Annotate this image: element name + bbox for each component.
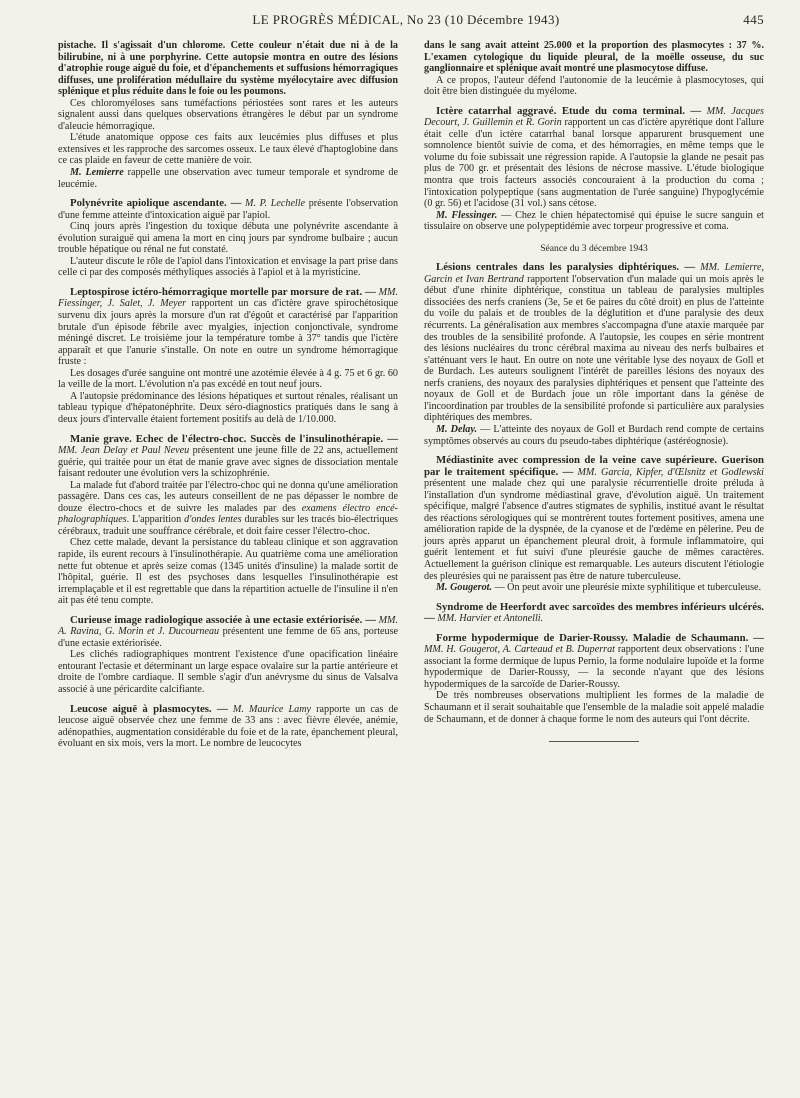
article-title: Forme hypodermique de Darier-Roussy. Maladie de Schaumann. —: [436, 631, 764, 644]
article-title: Ictère catarrhal aggravé. Etude du coma terminal. —: [436, 104, 702, 117]
journal-title: LE PROGRÈS MÉDICAL, No 23 (10 Décembre 1943): [252, 12, 560, 27]
article-title: Manie grave. Echec de l'électro-choc. Succès de l'insulinothérapie. —: [70, 432, 398, 445]
article-title: Syndrome de Heerfordt avec sarcoïdes des membres inférieurs ulcérés. —: [424, 600, 764, 625]
paragraph-text: — Chez le chien hépatectomisé qui épuise le sucre sanguin et tissulaire on observe une polypeptidémie avec torpeur progressive et coma.: [424, 209, 764, 233]
article-heading: [424, 106, 764, 210]
article-authors: M. Maurice Lamy: [227, 703, 312, 715]
paragraph: De très nombreuses observations multiplient les formes de la maladie de Schaumann et il serait souhaitable que l'ensemble de la maladie soit appelé maladie de Schaumann, et de donner à chaque forme le nom des auteurs qui l'ont décrite.: [424, 690, 764, 725]
paragraph-text: . L'apparition: [126, 514, 185, 526]
article: [424, 602, 764, 625]
article-text: rapportent deux observations : l'une associant la forme dermique de lupus Pernio, la forme nodulaire lupoïde et la forme hypodermique de Darier-Roussy, — la seconde n'ayant que des lésions hypodermiques de la sarcoïde de Darier-Roussy.: [424, 644, 765, 690]
article: [58, 287, 398, 426]
article-text: rapportent un cas d'ictère apyrétique dont l'allure était celle d'un ictère catarrhal banal lorsque apparurent brusquement une somnolence bientôt suivie de coma, et des hémorragies, en même temps que le volume du foie subissait une régression rapide. A l'autopsie la glande ne pesait pas plus de 700 gr. et présentait des lésions de nécrose massive. L'étude biologique montra que trois facteurs associés concouraient à la production du coma ; l'intoxication polypeptique (sans augmentation de l'urée sanguine) l'hypoglycémie (0 gr. 56) et l'acidose (31 vol.) sans cétose.: [424, 117, 764, 210]
article-heading: [58, 434, 398, 480]
paragraph: Cinq jours après l'ingestion du toxique débuta une polynévrite ascendante à évolution suraiguë qui amena la mort en cinq jours par syndrome bulbaire ; aucun trouble hépatique ou rénal ne fut constaté.: [58, 221, 398, 256]
article-authors: MM. A. Ravina, G. Morin et J. Ducourneau: [58, 614, 398, 638]
article-authors: MM. Jacques Decourt, J. Guillemin et R. Gorin: [424, 105, 764, 129]
paragraph-text: rappelle une observation avec tumeur temporale et syndrome de leucémie.: [58, 167, 398, 190]
author-name: M. Delay.: [436, 423, 478, 435]
article-authors: M. P. Lechelle: [241, 198, 306, 210]
page-number: 445: [743, 12, 764, 27]
text-columns: [58, 40, 764, 750]
article: [58, 198, 398, 279]
article-heading: [424, 633, 764, 691]
article-heading: [424, 455, 764, 582]
italic-term: examens électro encé-phalographiques: [58, 502, 398, 526]
article: [424, 455, 764, 594]
article-text: rapportent l'observation d'un malade qui un mois après le début d'une rhinite diphtérique, constitua un tableau de paralysies multiples dissociées des nerfs craniens (3e, 5e et 6e paires du côté droit) en plus de l'atteinte du voile du palais et de troubles de la déglutition et d'une paralysie des deux récurrents. La généralisation aux membres s'accompagna d'une ataxie marquée par des troubles de la sensibilité profonde. A l'autopsie, les coupes en série montrent des lésions nucléaires du tronc cérébral maxima au niveau des nerfs bulbaires et s'atténuant vers le haut. En outre on note une véritable lyse des noyaux de Goll et de Burdach. Les auteurs soulignent l'intérêt de pareilles lésions des noyaux des nerfs craniens, des noyaux des paralysies diphtériques et pensent que l'atteinte des noyaux de Goll et de Burdach joue un rôle important dans la génèse de l'incoordination par troubles de la sensibilité profonde si particulière aux paralysies diphtériques des membres.: [424, 273, 764, 424]
article-text: rapportent un cas d'ictère grave spirochétosique survenu dix jours après la morsure d'un rat d'égoût et caractérisé par l'apparition brutale d'un épisode fébrile avec myalgies, injection conjonctivale, syndrome méningé discret. Le troisième jour la température tombe à 37° tandis que l'ictère apparaît et que l'anurie s'installe. On note en outre un syndrome hémorragique fruste :: [58, 298, 398, 368]
paragraph: Les clichés radiographiques montrent l'existence d'une opacification linéaire entourant l'ectasie et déterminant un large espace ovalaire sur la partie antérieure et droite de l'ombre cardiaque. Il semble s'agir d'un anévrysme du sinus de Valsalva associé à une péricardite calcifiante.: [58, 649, 398, 695]
paragraph: [58, 480, 398, 538]
end-rule: [549, 741, 639, 742]
article-title: Curieuse image radiologique associée à une ectasie extériorisée. —: [70, 613, 376, 626]
article-text: présentent une jeune fille de 22 ans, actuellement guérie, qui traitée pour un état de manie grave avec signes de dissociation mentale faisant redouter une évolution vers la schizophrénie.: [58, 445, 398, 480]
article-heading: [58, 704, 398, 750]
paragraph: [424, 582, 764, 594]
paragraph: pistache. Il s'agissait d'un chlorome. Cette couleur n'était due ni à de la bilirubine, ni à une porphyrine. Cette autopsie montra en outre des lésions d'atrophie rouge aiguë du foie, et d'épanchements et suffusions hémorragiques diffuses, une prolifération médullaire du système myélocytaire avec diffusion splénique et plus réduite dans le foie ou les poumons.: [58, 40, 398, 98]
paragraph: A l'autopsie prédominance des lésions hépatiques et surtout rénales, réalisant un tableau typique d'hépatonéphrite. Deux séro-diagnostics pratiqués dans le sang à deux jours d'intervalle étaient fortement positifs au delà de 1/10.000.: [58, 390, 398, 425]
article-authors: MM. Jean Delay et Paul Neveu: [58, 445, 190, 457]
article-authors: MM. Fiessinger, J. Salet, J. Meyer: [58, 286, 398, 310]
article-title: Lésions centrales dans les paralysies diphtériques. —: [436, 261, 696, 274]
article: [58, 704, 398, 750]
paragraph: dans le sang avait atteint 25.000 et la proportion des plasmocytes : 37 %. L'examen cytologique du liquide pleural, de la moëlle osseuse, du suc ganglionnaire et splénique avait montré une plasmocytose diffuse.: [424, 40, 764, 75]
paragraph: [58, 167, 398, 190]
running-head: [58, 0, 764, 40]
article-heading: [424, 602, 764, 625]
article: [424, 633, 764, 725]
article-heading: [58, 615, 398, 650]
article-title: Médiastinite avec compression de la veine cave supérieure. Guerison par le traitement spécifique. —: [424, 454, 764, 478]
paragraph: [424, 424, 764, 447]
article-heading: [424, 262, 764, 424]
paragraph: [424, 210, 764, 233]
paragraph-text: — On peut avoir une pleurésie mixte syphilitique et tuberculeuse.: [491, 582, 762, 594]
article-text: présente l'observation d'une femme atteinte d'intoxication aiguë par l'apiol.: [58, 198, 399, 221]
article-heading: [58, 287, 398, 368]
paragraph: Les dosages d'urée sanguine ont montré une azotémie élevée à 4 g. 75 et 6 gr. 60 la veille de la mort. L'évolution n'a pas excédé en tout neuf jours.: [58, 367, 398, 391]
paragraph: Ces chloromyéloses sans tuméfactions périostées sont rares et les auteurs signalent aussi dans quelques observations étrangères le début par un syndrome d'aleucie hémorragique.: [58, 97, 398, 132]
article-authors: MM. H. Gougerot, A. Carteaud et B. Duperrat: [424, 644, 615, 656]
article-title: Polynévrite apiolique ascendante. —: [70, 197, 242, 210]
author-name: M. Gougerot.: [436, 582, 492, 594]
article-title: Leptospirose ictéro-hémorragique mortelle par morsure de rat. —: [70, 285, 376, 298]
left-column: [58, 40, 398, 750]
paragraph: A ce propos, l'auteur défend l'autonomie de la leucémie à plasmocytoses, qui doit être bien distinguée du myélome.: [424, 74, 764, 98]
article-authors: MM. Harvier et Antonelli.: [434, 613, 544, 625]
paragraph: L'auteur discute le rôle de l'apiol dans l'intoxication et envisage la part prise dans celle ci par des composés méthyliques associés à l'apiol et à la myristicine.: [58, 255, 398, 279]
article: [424, 106, 764, 233]
article-text: présentent une malade chez qui une paralysie récurrentielle droite préluda à l'installation d'un syndrome médiastinal grave, d'évolution aiguë. Un traitement spécifique, malgré l'absence d'autres stigmates de syphilis, institué avant le résultat des réactions sérologiques qui se montrèrent toutes fortement positives, amena une amélioration rapide de la dyspnée, de la cyanose et de l'œdème en pèlerine. Peu de jours après apparut un épanchement pleural droit, à formule inflammatoire, qui guérit lentement et fut suivi d'une pleurésie gauche de mêmes caractères. Actuellement la guérison clinique est remarquable. Les auteurs discutent l'étiologie des pleurésies qui ne paraissent pas être de nature tuberculeuse.: [424, 478, 764, 582]
article-title: Leucose aiguë à plasmocytes. —: [70, 702, 228, 715]
paragraph-text: — L'atteinte des noyaux de Goll et Burdach rend compte de certains symptômes observés au cours du pseudo-tabes diphtérique (astéréognosie).: [424, 423, 764, 447]
session-date: Séance du 3 décembre 1943: [540, 242, 648, 254]
article-text: présentent une femme de 65 ans, porteuse d'une ectasie extériorisée.: [58, 626, 398, 649]
article-text: rapporte un cas de leucose aiguë observée chez une femme de 33 ans : avec fièvre élevée, anémie, adénopathies, augmentation considérable du foie et de la rate, épanchement pleural, évoluant en six mois, vers la mort. Le nombre de leucocytes: [58, 703, 398, 750]
italic-term: d'ondes lentes: [184, 514, 242, 526]
paragraph: Chez cette malade, devant la persistance du tableau clinique et son aggravation rapide, ils eurent recours à l'insulinothérapie. Au quatrième coma une amélioration nette fut obtenue et après seize comas (1345 unités d'insuline) la malade sortit de l'hôpital, guérie. Il est des psychoses dans lesquelles l'insulinothérapie est irremplaçable et il est regrettable que dans la répartition actuelle de l'insuline il n'en ait pas été tenu compte.: [58, 537, 398, 607]
article-heading: [58, 198, 398, 221]
article-authors: MM. Garcia, Kipfer, d'Œlsnitz et Godlewski: [573, 466, 764, 478]
article: [58, 615, 398, 696]
paragraph-text: La malade fut d'abord traitée par l'électro-choc qui ne donna qu'une amélioration passagère. Dans ces cas, les auteurs conseillent de ne pas dépasser le nombre de douze électro-chocs et de suivre les malades par des: [58, 479, 398, 514]
article: [424, 262, 764, 447]
article-authors: MM. Lemierre, Garcin et Ivan Bertrand: [424, 262, 764, 285]
author-name: M. Lemierre: [70, 167, 124, 179]
paragraph-text: durables sur les tracés bio-électriques cérébraux, traduit une souffrance cérébrale, et doit faire cesser l'électro-choc.: [58, 514, 398, 537]
article: [58, 434, 398, 607]
author-name: M. Flessinger.: [436, 209, 498, 221]
paragraph: L'étude anatomique oppose ces faits aux leucémies plus diffuses et plus extensives et les rapproche des sarcomes osseux. Le taux élevé d'haptoglobine dans ce cas plaide en faveur de cette manière de voir.: [58, 132, 398, 167]
right-column: [424, 40, 764, 750]
